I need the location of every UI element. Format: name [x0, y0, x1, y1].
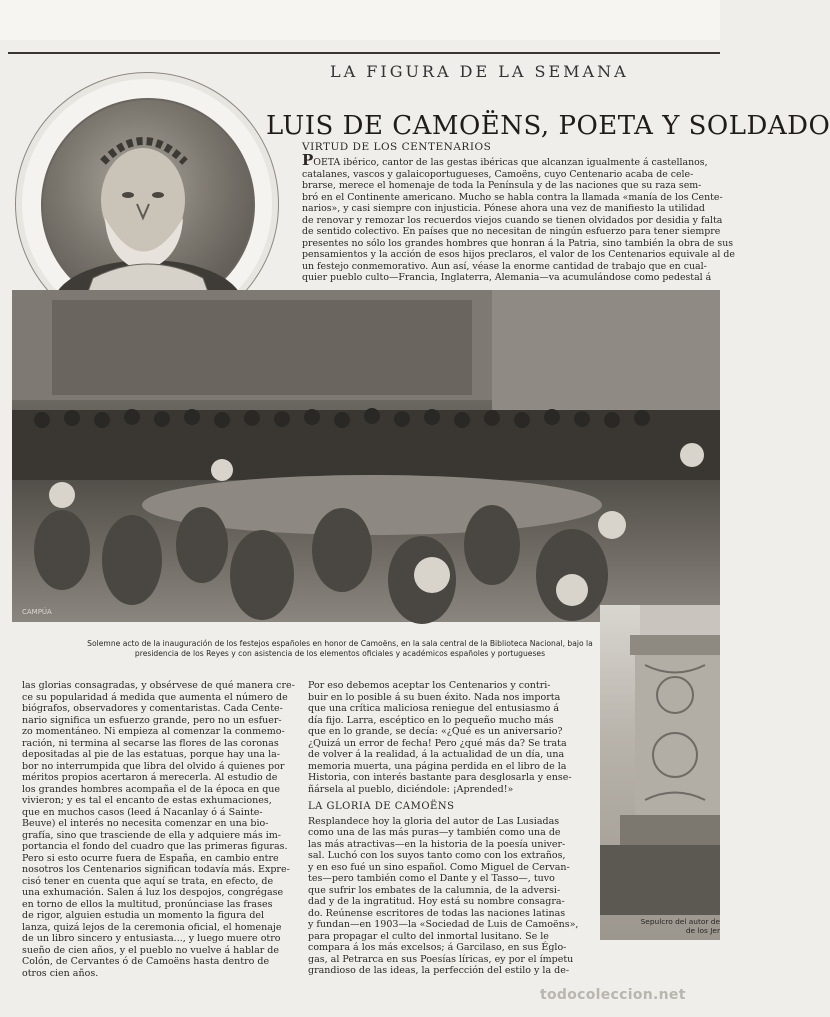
- intro-line: POETA ibérico, cantor de las gestas ibéricas que alcanzan igualmente á castellanos,: [302, 151, 708, 169]
- caption-line: Sepulcro del autor de: [640, 917, 720, 926]
- caption-line: presidencia de los Reyes y con asistencia de los elementos oficiales y académicos españoles y portugueses: [134, 649, 546, 658]
- body-line: las glorias consagradas, y obsérvese de qué manera cre-: [22, 680, 295, 691]
- body-line: Colón, de Cervantes ó de Camoëns hasta dentro de: [22, 956, 270, 967]
- body-line: sal. Luchó con los suyos tanto como con los extraños,: [308, 850, 566, 861]
- intro-line: brarse, merece el homenaje de toda la Península y de las naciones que su raza sem-: [302, 180, 702, 191]
- intro-subheading: VIRTUD DE LOS CENTENARIOS: [302, 141, 492, 153]
- body-line: ración, ni termina al secarse las flores de las coronas: [22, 737, 279, 749]
- body-line: portancia el fondo del cuadro que las primeras figuras.: [22, 841, 288, 852]
- body-line: Beuve) el interés no necesita comenzar en una bio-: [22, 818, 269, 829]
- body-line: en torno de ellos la multitud, pronúnciase las frases: [22, 898, 273, 910]
- body-line: y en eso fué un sino español. Como Miguel de Cervan-: [308, 861, 570, 873]
- intro-line: de renovar y remozar los recuerdos viejos cuando se tienen olvidados por desidia y falta: [302, 214, 723, 226]
- body-line: que una crítica maliciosa reniegue del entusiasmo á: [308, 703, 559, 714]
- caption-line: Solemne acto de la inauguración de los festejos españoles en honor de Camoëns, en la sala central de la Biblioteca Nacional, bajo la: [87, 639, 593, 648]
- body-line: una exhumación. Salen á luz los despojos, congrégase: [22, 887, 284, 898]
- body-line: compara á los más excelsos; á Garcilaso, en sus Églo-: [308, 942, 567, 953]
- header-rule: [8, 52, 720, 54]
- article-headline: LUIS DE CAMOËNS, POETA Y SOLDADO: [266, 111, 830, 142]
- body-line: ce su popularidad á medida que aumenta el número de: [22, 691, 288, 703]
- body-line: vivieron; y es tal el encanto de estas exhumaciones,: [22, 795, 272, 806]
- body-line: Historia, con interés bastante para desglosarla y ense-: [308, 772, 572, 783]
- body-line: memoria muerta, una página perdida en el libro de la: [308, 760, 567, 772]
- body-line: buir en lo posible á su buen éxito. Nada nos importa: [308, 691, 561, 703]
- intro-line: narios», y casi siempre con injusticia. Pónese ahora una vez de manifiesto la utilidad: [302, 203, 705, 214]
- body-line: nosotros los Centenarios significan todavía más. Expre-: [22, 864, 290, 875]
- intro-line: presentes no sólo los grandes hombres que honran á la Patria, sino también la obra de sus: [302, 237, 734, 249]
- tomb-photograph: [600, 605, 720, 940]
- body-line: para propagar el culto del inmortal lusitano. Se le: [308, 930, 549, 942]
- intro-line: un festejo conmemorativo. Aun así, véase la enorme cantidad de trabajo que en cual-: [302, 260, 707, 272]
- ceremony-photograph: [12, 290, 720, 622]
- tomb-illustration: [600, 605, 720, 940]
- body-line: de rigor, alguien estudia un momento la figura del: [22, 910, 265, 921]
- body-line: otros cien años.: [22, 967, 99, 979]
- body-line: como una de las más puras—y también como una de: [308, 827, 561, 838]
- body-line: grafía, sino que trasciende de ella y adquiere más im-: [22, 829, 281, 841]
- body-line: que en muchos casos (leed á Nacanlay ó á Sainte-: [22, 806, 263, 818]
- body-line: Resplandece hoy la gloria del autor de Las Lusiadas: [308, 815, 560, 827]
- body-line: de un libro sincero y entusiasta..., y luego muere otro: [22, 933, 281, 944]
- body-line: Pero si esto ocurre fuera de España, en cambio entre: [22, 852, 279, 864]
- body-line: biógrafos, observadores y comentaristas. Cada Cente-: [22, 703, 283, 714]
- ceremony-photo-illustration: [12, 290, 720, 622]
- article-column-right: [308, 680, 580, 976]
- intro-line: bró en el Continente americano. Mucho se habla contra la llamada «manía de los Cente-: [302, 191, 723, 203]
- intro-line: pensamientos y la acción de esos hijos preclaros, el valor de los Centenarios equivale al de: [302, 249, 735, 260]
- body-line: depositadas al pie de las estatuas, porque hay una la-: [22, 749, 281, 760]
- body-line: de volver á la realidad, á la actualidad de un día, una: [308, 749, 565, 760]
- intro-line: catalanes, vascos y galaicoportugueses, Camoëns, cuyo Centenario acaba de cele-: [302, 168, 694, 180]
- body-line: ñársela al pueblo, diciéndole: ¡Aprended!»: [308, 783, 514, 795]
- photo-caption: [40, 639, 640, 659]
- body-line: méritos propios acertaron á merecerla. Al estudio de: [22, 772, 278, 783]
- body-line: cisó tener en cuenta que aquí se trata, en efecto, de: [22, 875, 274, 887]
- tomb-caption: [630, 917, 720, 935]
- body-line: tes—pero también como el Dante y el Tasso—, tuvo: [308, 873, 555, 884]
- body-line: que en lo grande, se decía: «¿Qué es un aniversario?: [308, 726, 563, 737]
- body-line: que sufrir los embates de la calumnia, de la adversi-: [308, 884, 561, 896]
- caption-line: de los Jer: [685, 926, 720, 935]
- section-kicker: LA FIGURA DE LA SEMANA: [330, 62, 629, 81]
- drop-cap: P: [302, 151, 314, 169]
- body-line: los grandes hombres acompaña el de la época en que: [22, 783, 281, 795]
- watermark-logo: todocoleccion.net: [540, 987, 686, 1003]
- body-line: nario significa un esfuerzo grande, pero no un esfuer-: [22, 714, 282, 726]
- body-line: grandioso de las ideas, la perfección del estilo y la de-: [308, 965, 570, 976]
- page-top-margin: [0, 0, 720, 40]
- body-line: bor no interrumpida que libra del olvido á quienes por: [22, 760, 285, 772]
- body-line: gas, al Petrarca en sus Poesías líricas, ey por el ímpetu: [308, 953, 574, 965]
- section-heading: LA GLORIA DE CAMOËNS: [308, 801, 455, 812]
- camoens-portrait: [41, 98, 255, 312]
- photographer-signature: CAMPÚA: [22, 608, 52, 616]
- body-line: zo momentáneo. Ni empieza al comenzar la conmemo-: [22, 726, 285, 737]
- portrait-illustration: [43, 100, 253, 310]
- intro-line: quier pueblo culto—Francia, Inglaterra, Alemania—va acumulándose como pedestal á: [302, 272, 712, 283]
- article-column-left: [22, 680, 298, 979]
- intro-paragraph: [302, 151, 735, 283]
- body-line: Por eso debemos aceptar los Centenarios y contri-: [308, 680, 551, 691]
- body-line: ¿Quizá un error de fecha! Pero ¿qué más da? Se trata: [308, 737, 567, 749]
- body-line: las más atractivas—en la historia de la poesía univer-: [308, 838, 566, 850]
- body-line: sueño de cien años, y el pueblo no vuelve á hablar de: [22, 944, 280, 956]
- body-line: día fijo. Larra, escéptico en lo pequeño mucho más: [308, 714, 554, 726]
- body-line: do. Reúnense escritores de todas las naciones latinas: [308, 907, 566, 919]
- body-line: dad y de la ingratitud. Hoy está su nombre consagra-: [308, 896, 565, 907]
- body-line: lanza, quizá lejos de la ceremonia oficial, el homenaje: [22, 921, 282, 933]
- intro-line: de sentido colectivo. En países que no necesitan de ningún esfuerzo para tener siempre: [302, 226, 721, 237]
- body-line: y fundan—en 1903—la «Sociedad de Luis de Camoëns»,: [308, 919, 579, 930]
